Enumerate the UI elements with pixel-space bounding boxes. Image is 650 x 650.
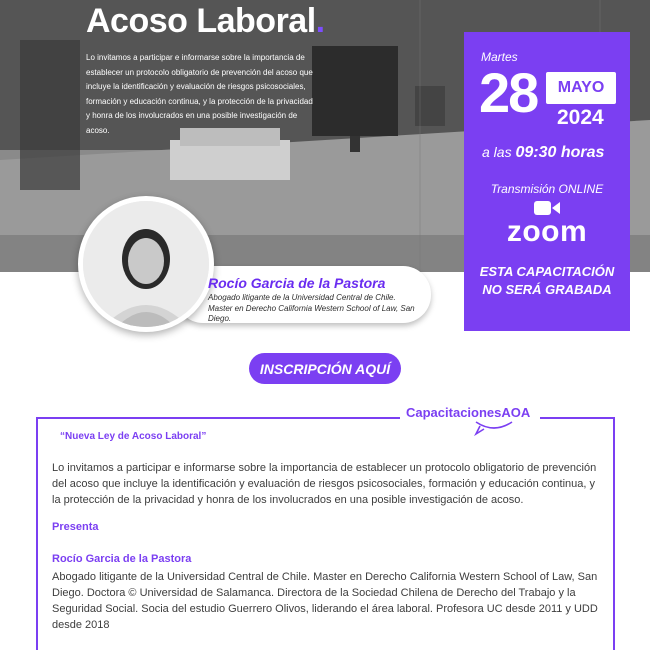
event-recording-note [464,263,630,299]
presenta-label: Presenta [52,521,99,533]
event-time [482,144,604,162]
event-note-line-1: ESTA CAPACITACIÓN [479,264,615,279]
event-weekday: Martes [481,50,518,64]
details-title: “Nueva Ley de Acoso Laboral” [60,431,207,442]
hero-title-dot: . [315,2,325,40]
presenter-bio: Abogado litigante de la Universidad Central de Chile. Master en Derecho California Western School of Law, San Diego. Doctora © Universidad de Salamanca. Directora de la Sociedad Chilena de Derecho del Trabajo y la Seguridad Social. Socia del estudio Guerrero Olivos, liderando el área laboral. Profesora UC desde 2011 y UDD desde 2018 [52,571,598,631]
presenter-name: Rocío Garcia de la Pastora [52,553,192,565]
hero-title-text: Acoso Laboral [86,2,316,40]
event-info-panel [464,32,630,331]
speech-bubble-icon [474,420,514,438]
event-transmission: Transmisión ONLINE [490,182,604,196]
event-year: 2024 [557,106,604,129]
hero-title [86,2,325,41]
event-time-prefix: a las [482,144,512,160]
zoom-logo: zoom [506,215,588,248]
brand-logo-text: CapacitacionesAOA [406,405,531,420]
speaker-name: Rocío Garcia de la Pastora [208,275,386,291]
register-button[interactable]: INSCRIPCIÓN AQUÍ [249,353,401,384]
event-day-number: 28 [479,61,538,124]
speaker-role [208,293,430,325]
zoom-camera-icon [534,200,560,216]
hero-intro-text: Lo invitamos a participar e informarse sobre la importancia de establecer un protocolo obligatorio de prevención del acoso que incluye la identificación y evaluación de riesgos psicosociales, formación y educación continua, y la protección de la privacidad y honra de los involucrados en una posible investigación de acoso. [86,53,313,135]
speaker-portrait-image [83,201,209,327]
event-month: MAYO [546,72,616,104]
speaker-photo [83,201,209,327]
speaker-role-line-2: Master en Derecho California Western School of Law, San Diego. [208,303,415,323]
speaker-role-line-1: Abogado litigante de la Universidad Central de Chile. [208,293,396,302]
event-time-value: 09:30 horas [515,144,605,161]
details-body: Lo invitamos a participar e informarse sobre la importancia de establecer un protocolo obligatorio de prevención del acoso que incluye la identificación y evaluación de riesgos psicosociales, formación y educación continua, y la protección de la privacidad y honra de los involucrados en una posible investigación de acoso. [52,462,597,506]
event-note-line-2: NO SERÁ GRABADA [482,282,612,297]
